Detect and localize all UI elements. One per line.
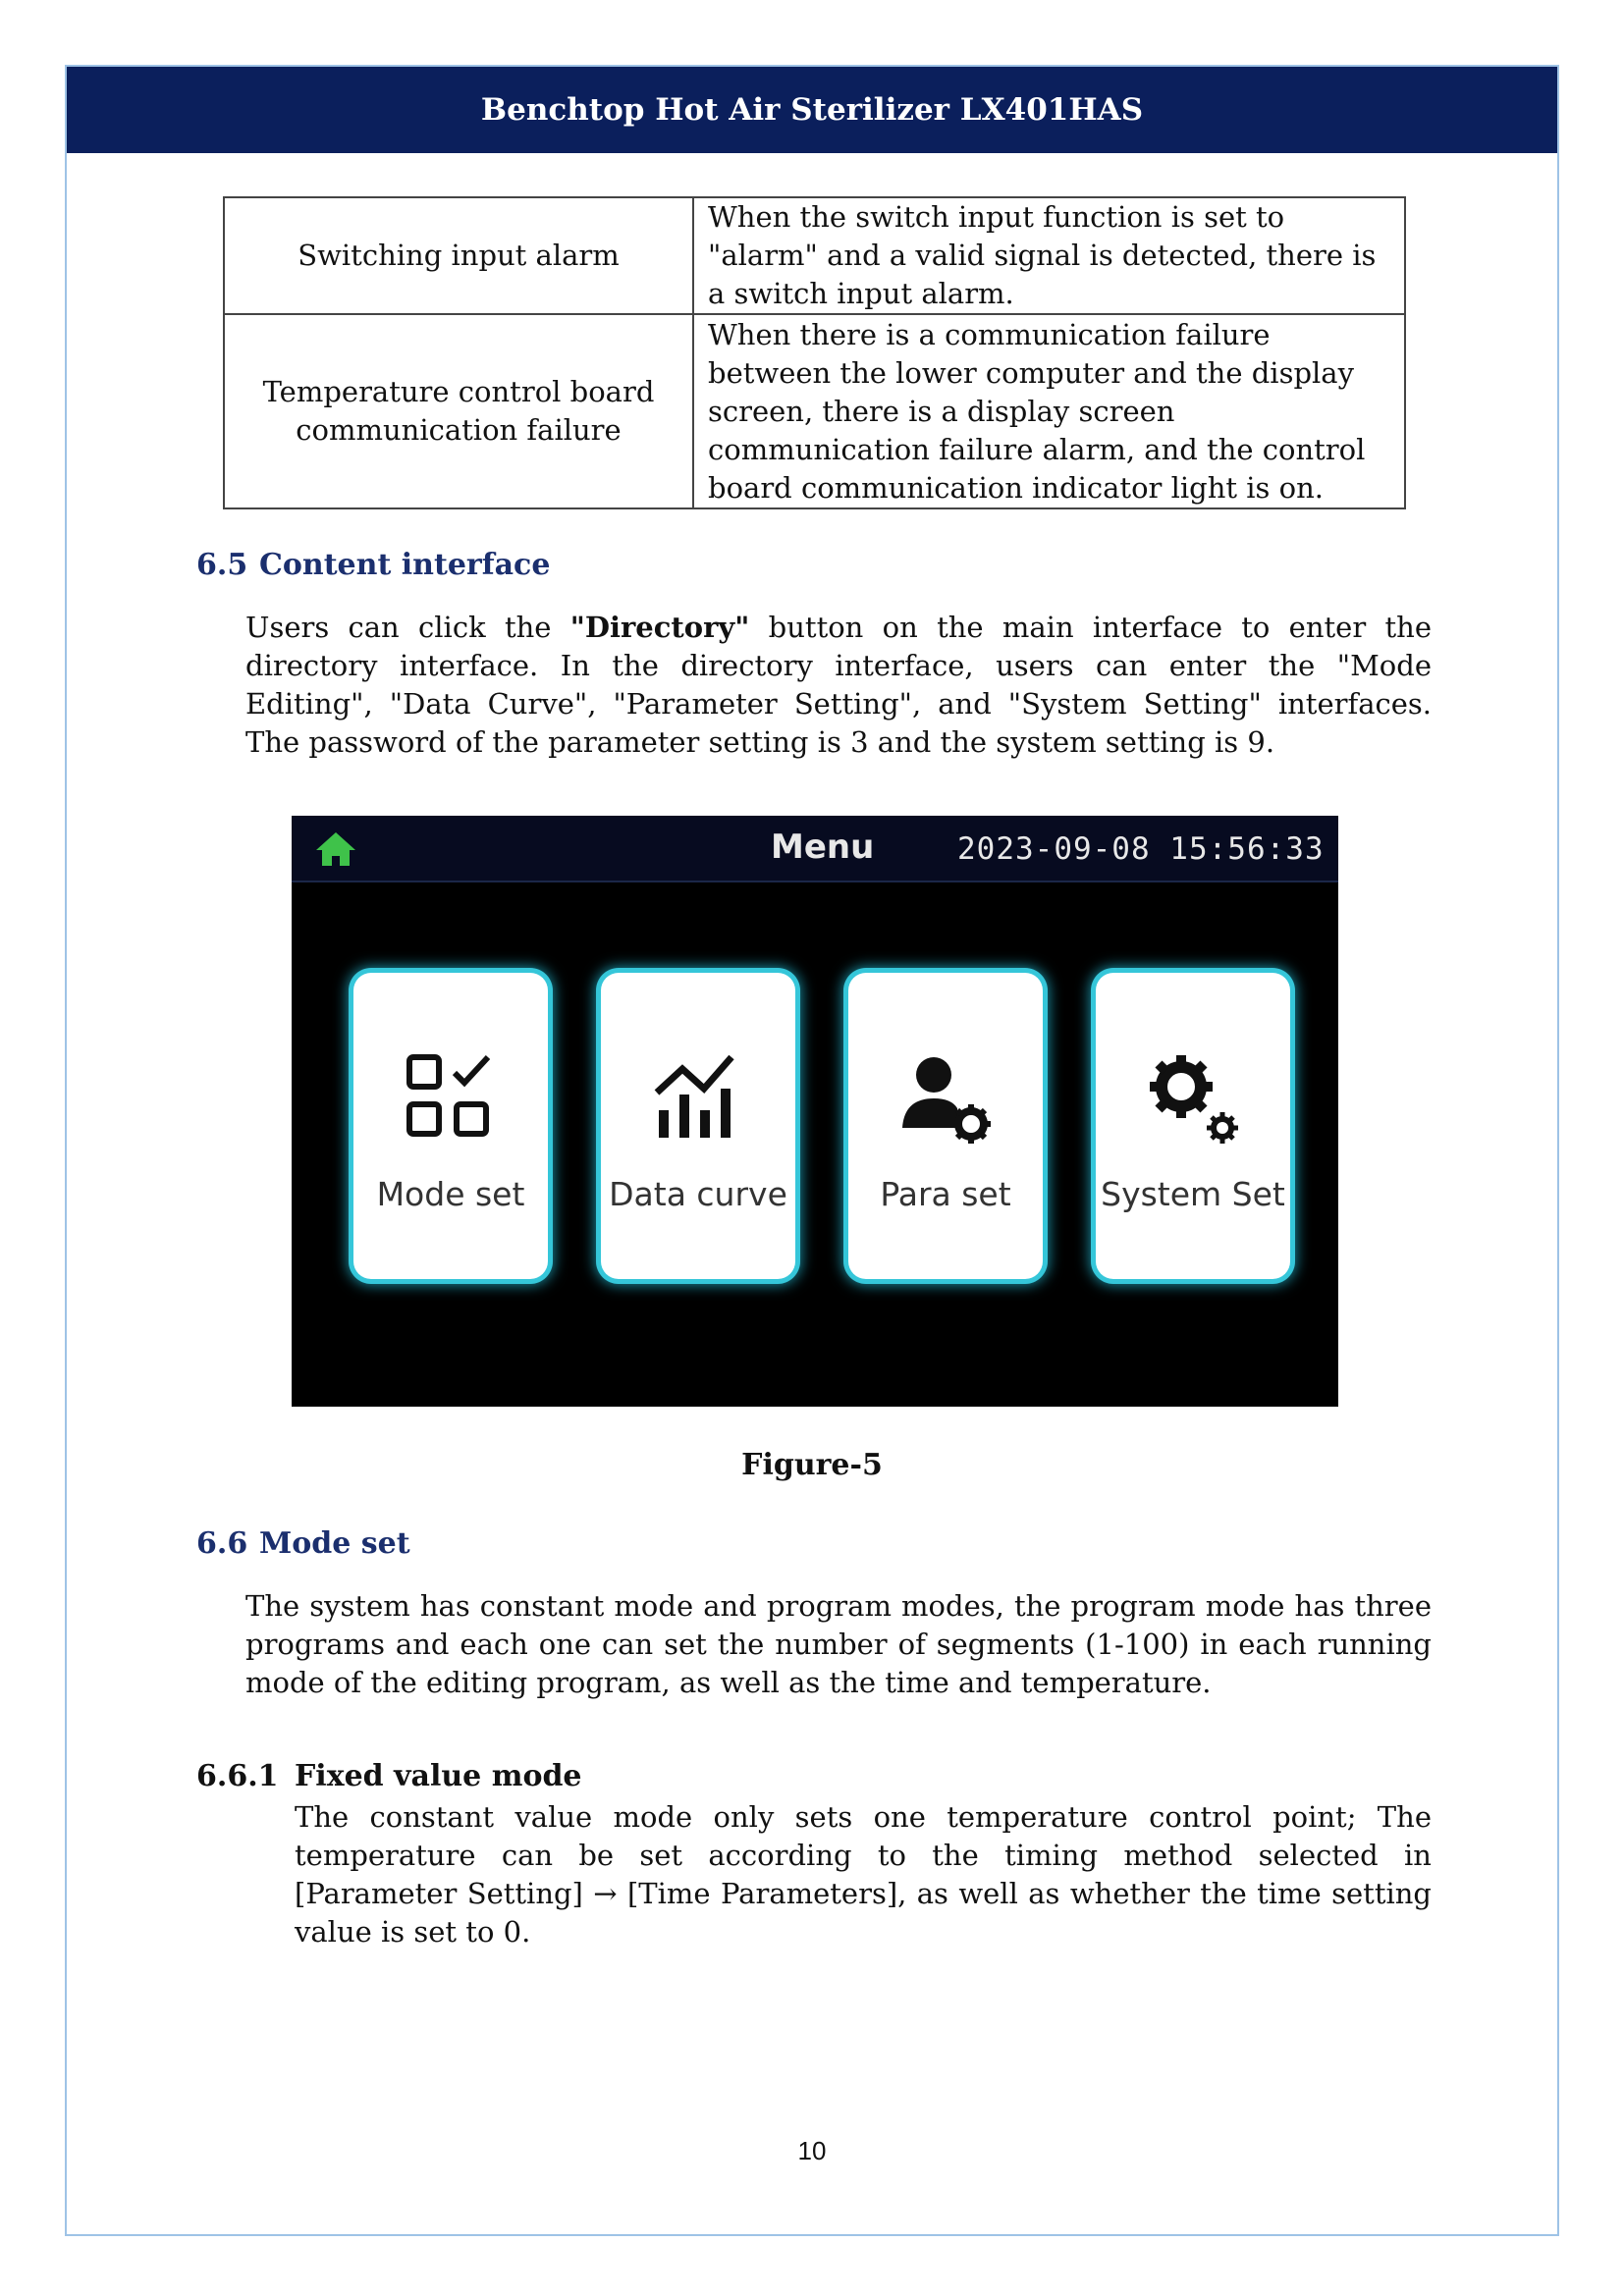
alarm-name-cell: Temperature control board communication failure bbox=[224, 314, 693, 508]
body-paragraph: The constant value mode only sets one temperature control point; The temperature can be set according to the timing method selected in [Parameter Setting] → [Time Parameters], as well as whether the time setting value is set to 0. bbox=[295, 1800, 1432, 1949]
section-title: Mode set bbox=[259, 1526, 410, 1561]
document-header bbox=[67, 67, 1557, 153]
section-heading bbox=[196, 1526, 410, 1561]
alarm-description-cell: When there is a communication failure between the lower computer and the display screen, there is a display screen communication failure alarm, and the control board communication indicator light is on. bbox=[693, 314, 1405, 508]
directory-keyword: "Directory" bbox=[569, 611, 750, 644]
mode-set-icon bbox=[402, 1049, 500, 1148]
menu-screenshot bbox=[292, 816, 1338, 1407]
section-number: 6.5 bbox=[196, 548, 248, 582]
subsection-heading bbox=[196, 1759, 582, 1793]
tile-label: Para set bbox=[880, 1175, 1011, 1213]
subsection-number: 6.6.1 bbox=[196, 1759, 279, 1793]
alarm-name-cell: Switching input alarm bbox=[224, 197, 693, 314]
data-curve-icon bbox=[649, 1049, 747, 1148]
mode-set-button[interactable] bbox=[353, 973, 548, 1279]
body-text: Users can click the bbox=[245, 611, 570, 644]
subsection-title: Fixed value mode bbox=[295, 1759, 582, 1793]
header-title: Benchtop Hot Air Sterilizer LX401HAS bbox=[480, 92, 1144, 128]
section-title: Content interface bbox=[259, 548, 551, 582]
section-number: 6.6 bbox=[196, 1526, 248, 1561]
tile-label: System Set bbox=[1101, 1175, 1285, 1213]
home-icon[interactable] bbox=[313, 829, 358, 869]
system-set-button[interactable] bbox=[1096, 973, 1290, 1279]
body-text: button on the main interface to enter the directory interface. In the directory interface, users can enter the "Mode Editing", "Data Curve", "Parameter Setting", and "System Setting" interfaces. The password of the parameter setting is 3 and the system setting is 9. bbox=[245, 611, 1432, 759]
system-set-icon bbox=[1144, 1049, 1242, 1148]
screen-datetime: 2023-09-08 15:56:33 bbox=[957, 831, 1325, 867]
body-paragraph: The system has constant mode and program modes, the program mode has three programs and each one can set the number of segments (1-100) in each running mode of the editing program, as well as the time and temperature. bbox=[245, 1589, 1432, 1699]
alarm-table bbox=[223, 196, 1406, 509]
page-number: 10 bbox=[797, 2136, 827, 2165]
tile-label: Mode set bbox=[376, 1175, 525, 1213]
section-heading bbox=[196, 548, 550, 582]
table-row bbox=[224, 197, 1405, 314]
alarm-description-cell: When the switch input function is set to "alarm" and a valid signal is detected, there is a switch input alarm. bbox=[693, 197, 1405, 314]
para-set-button[interactable] bbox=[848, 973, 1043, 1279]
body-paragraph bbox=[245, 609, 1432, 762]
screen-title-bar bbox=[292, 816, 1338, 882]
data-curve-button[interactable] bbox=[601, 973, 795, 1279]
para-set-icon bbox=[896, 1049, 995, 1148]
table-row bbox=[224, 314, 1405, 508]
figure-caption: Figure-5 bbox=[741, 1448, 883, 1482]
tile-label: Data curve bbox=[609, 1175, 787, 1213]
screen-title: Menu bbox=[771, 828, 875, 867]
